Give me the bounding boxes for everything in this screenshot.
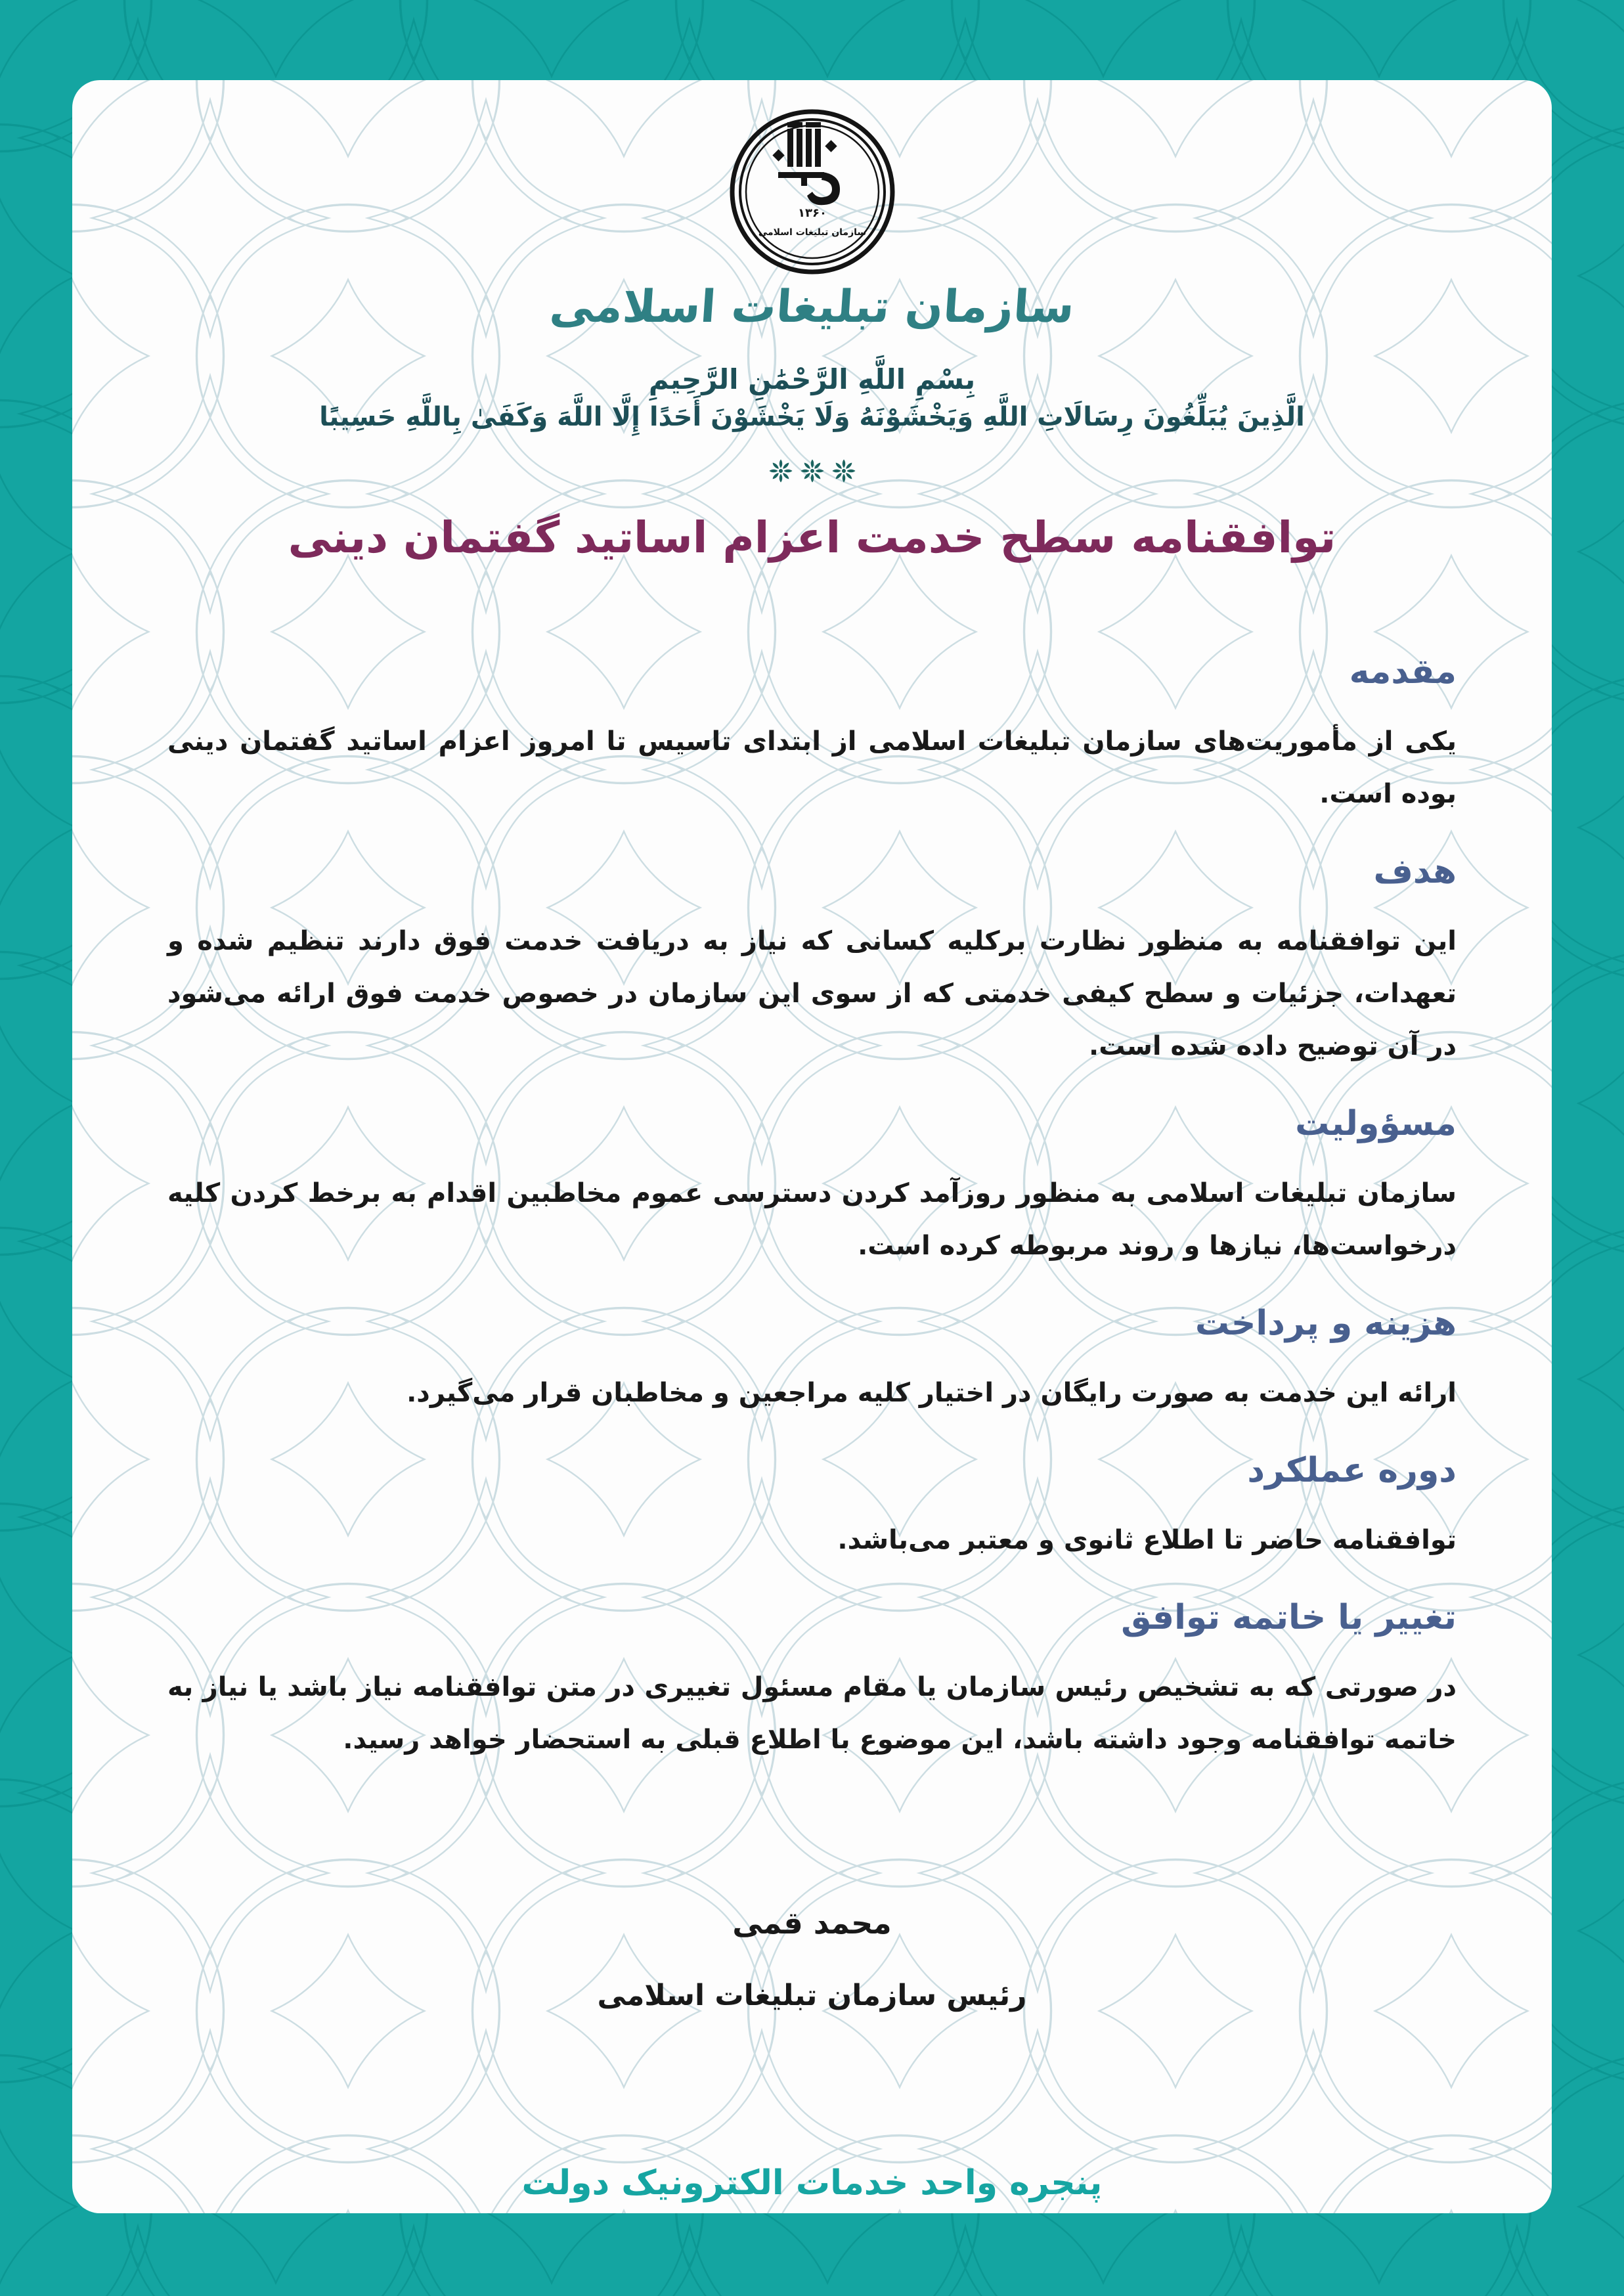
emblem-inner-label: سازمان تبلیغات اسلامی [758,227,866,238]
section-heading: مقدمه [1349,652,1457,692]
page-title: توافقنامه سطح خدمت اعزام اساتید گفتمان دینی [288,512,1336,563]
organization-emblem-icon [727,106,898,277]
section-moghaddameh [167,592,1457,820]
section-hadaf [167,820,1457,1072]
quran-verse: الَّذِينَ يُبَلِّغُونَ رِسَالَاتِ اللَّهِ وَيَخْشَوْنَهُ وَلَا يَخْشَوْنَ أَحَدًا إِلَّا اللَّهَ وَكَفَىٰ بِاللَّهِ حَسِيبًا [319,402,1305,432]
section-body: یکی از مأموریت‌های سازمان تبلیغات اسلامی از ابتدای تاسیس تا امروز اعزام اساتید گفتمان دینی بوده است. [167,726,1457,810]
section-masouliat [167,1072,1457,1272]
allah-kufic-mark [772,122,840,205]
signatory-name: محمد قمی [732,1905,892,1941]
section-body: در صورتی که به تشخیص رئیس سازمان یا مقام مسئول تغییری در متن توافقنامه نیاز باشد یا نیاز به خاتمه توافقنامه وجود داشته باشد، این موضوع با اطلاع قبلی به استحضار خواهد رسید. [167,1672,1457,1755]
bismillah-text: بِسْمِ اللَّهِ الرَّحْمَٰنِ الرَّحِيمِ [648,363,976,395]
section-hazineh-pardakht [167,1272,1457,1419]
organization-calligraphy: سازمان تبلیغات اسلامی [548,281,1076,333]
divider-ornament [167,457,1457,486]
signature-block [167,1905,1457,2012]
section-body: سازمان تبلیغات اسلامی به منظور روزآمد کردن دسترسی عموم مخاطبین اقدام به برخط کردن کلیه درخواست‌ها، نیازها و روند مربوطه کرده است. [167,1178,1457,1262]
footer-label: پنجره واحد خدمات الکترونیک دولت [521,2163,1103,2203]
document-card [72,80,1552,2213]
document-content [72,80,1552,2213]
section-body: ارائه این خدمت به صورت رایگان در اختیار کلیه مراجعین و مخاطبان قرار می‌گیرد. [406,1378,1457,1409]
section-taghir-khatameh [167,1566,1457,1766]
section-heading: هزینه و پرداخت [1195,1304,1457,1344]
section-body: توافقنامه حاضر تا اطلاع ثانوی و معتبر می‌باشد. [837,1525,1457,1556]
emblem-year: ۱۳۶۰ [797,206,827,220]
organization-emblem [727,106,898,277]
section-doreh-amalkard [167,1419,1457,1566]
section-heading: مسؤولیت [1295,1104,1457,1144]
section-heading: تغییر یا خاتمه توافق [1121,1598,1457,1638]
flower-asterisk-icons [766,457,858,483]
section-body: این توافقنامه به منظور نظارت برکلیه کسانی که نیاز به دریافت خدمت فوق دارند تنظیم شده و تعهدات، جزئیات و سطح کیفی خدمتی که از سوی این سازمان در خصوص خدمت فوق ارائه می‌شود در آن توضیح داده شده است. [167,926,1457,1062]
section-heading: دوره عملکرد [1247,1451,1457,1491]
signatory-role: رئیس سازمان تبلیغات اسلامی [597,1979,1027,2013]
section-heading: هدف [1373,852,1457,892]
